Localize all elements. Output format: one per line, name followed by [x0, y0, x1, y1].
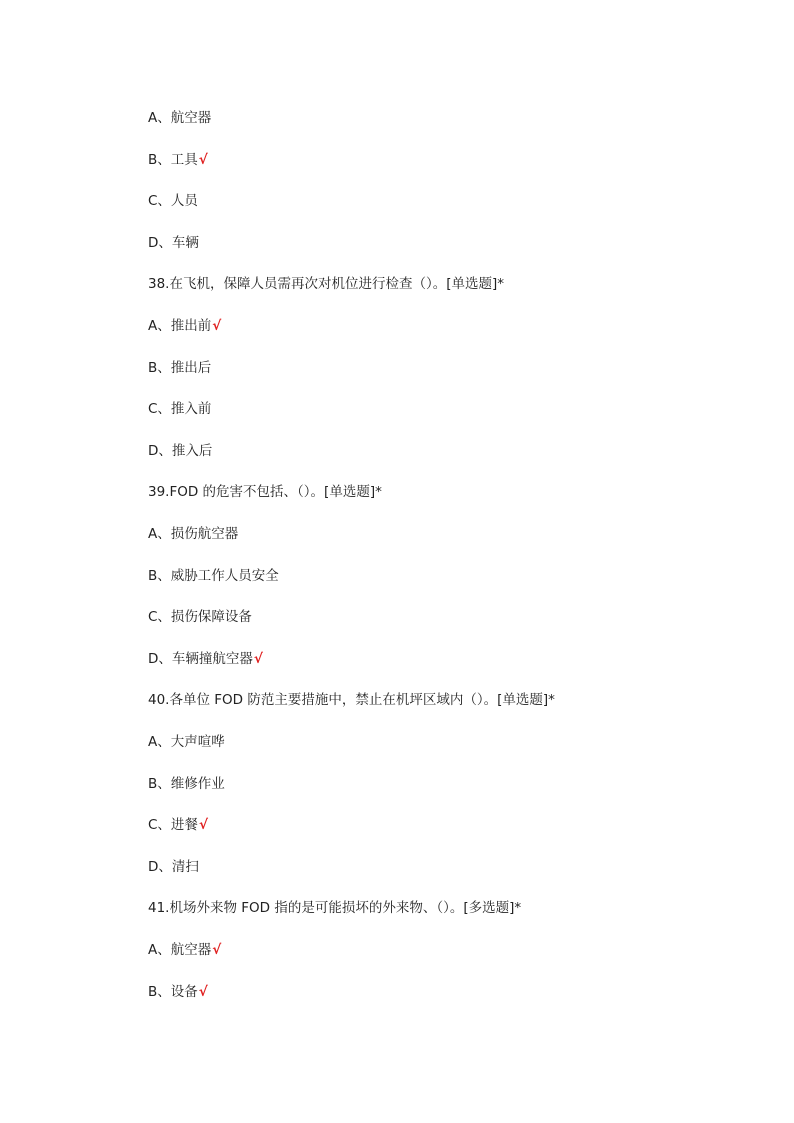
correct-answer-checkmark-icon: √: [253, 650, 263, 667]
option-label: A、推出前: [148, 318, 212, 334]
option-text: [148, 108, 211, 128]
option-label: C、进餐: [148, 817, 198, 834]
option-text: [148, 358, 211, 378]
question-label: 39.FOD 的危害不包括、（）。[单选题]*: [148, 484, 382, 501]
option-label: A、损伤航空器: [148, 526, 239, 542]
option-text: [148, 399, 211, 419]
option-text: [148, 441, 212, 461]
option-text: [148, 940, 221, 960]
option-text: [148, 524, 238, 544]
correct-answer-checkmark-icon: √: [198, 151, 208, 168]
option-text: [148, 982, 208, 1002]
question-text: [148, 690, 555, 710]
option-text: [148, 857, 199, 877]
question-text: [148, 898, 521, 918]
correct-answer-checkmark-icon: √: [212, 318, 222, 334]
option-text: [148, 774, 225, 794]
option-text: [148, 815, 208, 835]
option-text: [148, 607, 252, 627]
option-text: [148, 233, 199, 253]
option-label: B、维修作业: [148, 775, 225, 792]
option-label: D、推入后: [148, 442, 213, 459]
question-label: 40.各单位 FOD 防范主要措施中，禁止在机坪区域内（）。[单选题]*: [148, 692, 555, 709]
option-label: A、大声喧哗: [148, 734, 225, 750]
option-text: [148, 649, 263, 669]
option-label: D、清扫: [148, 858, 199, 875]
question-label: 41.机场外来物 FOD 指的是可能损坏的外来物、（）。[多选题]*: [148, 900, 522, 917]
option-label: A、航空器: [148, 942, 212, 958]
option-label: B、设备: [148, 983, 198, 1000]
option-label: D、车辆撞航空器: [148, 650, 253, 667]
correct-answer-checkmark-icon: √: [198, 983, 208, 1000]
option-label: D、车辆: [148, 234, 199, 251]
option-label: B、威胁工作人员安全: [148, 567, 279, 584]
option-text: [148, 316, 221, 336]
correct-answer-checkmark-icon: √: [212, 942, 222, 958]
option-label: C、推入前: [148, 401, 212, 418]
option-text: [148, 191, 198, 211]
option-text: [148, 150, 208, 170]
option-label: C、人员: [148, 193, 198, 210]
question-text: [148, 482, 382, 502]
option-text: [148, 732, 225, 752]
option-label: A、航空器: [148, 110, 212, 126]
correct-answer-checkmark-icon: √: [198, 817, 208, 834]
option-label: C、损伤保障设备: [148, 609, 252, 626]
option-label: B、工具: [148, 151, 198, 168]
question-label: 38.在飞机，保障人员需再次对机位进行检查（）。[单选题]*: [148, 276, 505, 293]
option-label: B、推出后: [148, 359, 212, 376]
question-text: [148, 274, 504, 294]
option-text: [148, 566, 279, 586]
